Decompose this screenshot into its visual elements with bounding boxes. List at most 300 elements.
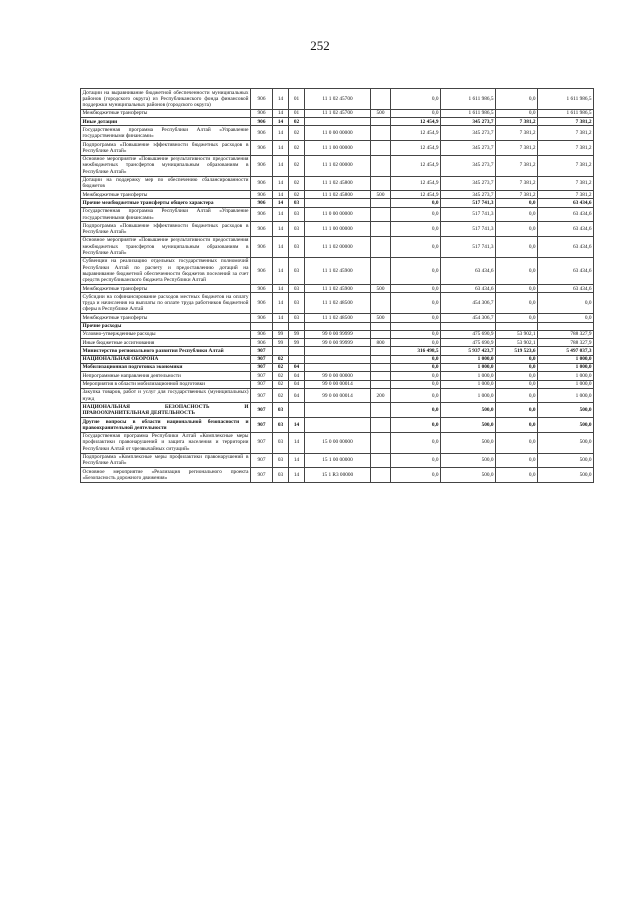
row-subsection: 99 <box>289 339 305 347</box>
table-row <box>81 339 594 347</box>
row-value-1: 0,0 <box>391 372 441 380</box>
row-value-3: 519 523,6 <box>496 347 538 355</box>
row-value-3: 0,0 <box>496 222 538 237</box>
row-section: 02 <box>273 380 289 388</box>
row-target-article: 99 0 00 99999 <box>305 330 371 338</box>
row-value-4: 7 381,2 <box>538 141 594 156</box>
row-value-1: 0,0 <box>391 89 441 110</box>
row-value-1: 0,0 <box>391 380 441 388</box>
row-value-1: 12 454,9 <box>391 176 441 191</box>
row-subsection: 02 <box>289 176 305 191</box>
row-name: НАЦИОНАЛЬНАЯ БЕЗОПАСНОСТЬ И ПРАВООХРАНИТЕЛЬНАЯ ДЕЯТЕЛЬНОСТЬ <box>82 403 249 417</box>
row-value-3: 0,0 <box>496 199 538 207</box>
row-subsection: 04 <box>289 363 305 371</box>
row-grbs: 907 <box>251 363 273 371</box>
row-section: 14 <box>273 126 289 141</box>
row-value-1: 0,0 <box>391 468 441 483</box>
row-name: Прочие расходы <box>81 322 251 330</box>
row-value-2: 500,0 <box>441 453 496 468</box>
row-name: Прочие межбюджетные трансферты общего характера <box>81 199 251 207</box>
row-value-4 <box>538 322 594 330</box>
row-expense-type <box>371 89 391 110</box>
row-section: 02 <box>273 355 289 363</box>
row-subsection: 02 <box>289 155 305 176</box>
row-name: Государственная программа Республики Алтай «Управление государственными финансами» <box>82 126 249 140</box>
row-value-2: 63 434,6 <box>441 285 496 293</box>
row-value-1: 12 454,9 <box>391 191 441 199</box>
row-name: Субвенции на реализацию отдельных государственных полномочий Республики Алтай по расчету и предоставлению дотаций на выравнивание бюджетной обеспеченности бюджетов поселений за счет средств республиканского бюджета Республики Алтай <box>82 258 249 284</box>
row-value-3: 0,0 <box>496 207 538 222</box>
row-subsection: 14 <box>289 432 305 453</box>
row-expense-type <box>371 330 391 338</box>
row-target-article: 11 0 00 00000 <box>305 207 371 222</box>
row-value-2: 1 000,0 <box>441 388 496 403</box>
row-value-2: 1 611 986,5 <box>441 89 496 110</box>
row-target-article: 99 0 00 00014 <box>305 388 371 403</box>
row-value-2: 475 690,9 <box>441 330 496 338</box>
row-value-2: 345 273,7 <box>441 155 496 176</box>
row-grbs: 907 <box>251 380 273 388</box>
row-value-3: 0,0 <box>496 363 538 371</box>
row-grbs: 907 <box>251 347 273 355</box>
row-value-1: 0,0 <box>391 330 441 338</box>
row-section: 14 <box>273 207 289 222</box>
row-subsection: 14 <box>289 418 305 433</box>
row-value-3: 0,0 <box>496 109 538 117</box>
row-name: Дотации на поддержку мер по обеспечению сбалансированности бюджетов <box>82 177 249 190</box>
row-target-article: 11 1 02 45800 <box>305 176 371 191</box>
row-subsection: 14 <box>289 453 305 468</box>
row-expense-type: 800 <box>371 339 391 347</box>
row-subsection: 02 <box>289 118 305 126</box>
budget-table-body <box>81 89 594 483</box>
row-expense-type <box>371 372 391 380</box>
row-subsection: 02 <box>289 191 305 199</box>
row-value-2: 345 273,7 <box>441 141 496 156</box>
row-value-4: 63 434,6 <box>538 257 594 284</box>
row-target-article: 11 1 00 00000 <box>305 141 371 156</box>
row-value-4: 0,0 <box>538 314 594 322</box>
row-value-3: 0,0 <box>496 236 538 257</box>
row-value-3: 53 902,1 <box>496 339 538 347</box>
row-value-2: 500,0 <box>441 432 496 453</box>
table-row <box>81 207 594 222</box>
row-expense-type <box>371 355 391 363</box>
row-subsection: 14 <box>289 468 305 483</box>
row-section <box>273 347 289 355</box>
table-row <box>81 363 594 371</box>
row-subsection: 02 <box>289 141 305 156</box>
row-subsection <box>289 403 305 418</box>
row-grbs: 906 <box>251 89 273 110</box>
row-value-1: 0,0 <box>391 432 441 453</box>
row-value-4: 500,0 <box>538 468 594 483</box>
row-value-4: 788 327,9 <box>538 330 594 338</box>
table-row <box>81 388 594 403</box>
row-grbs: 907 <box>251 372 273 380</box>
row-grbs: 906 <box>251 109 273 117</box>
row-name: Дотации на выравнивание бюджетной обеспеченности муниципальных районов (городского округа) из Республиканского фонда финансовой поддержки муниципальных районов (городского округа) <box>82 89 249 109</box>
row-value-1: 0,0 <box>391 363 441 371</box>
row-target-article: 99 0 00 99999 <box>305 339 371 347</box>
row-value-3: 0,0 <box>496 372 538 380</box>
table-row <box>81 118 594 126</box>
row-name: Мобилизационная подготовка экономики <box>81 363 251 371</box>
row-name: Подпрограмма «Повышение эффективности бюджетных расходов в Республике Алтай» <box>82 222 249 236</box>
row-value-2: 454 306,7 <box>441 293 496 314</box>
row-value-2: 345 273,7 <box>441 126 496 141</box>
row-subsection: 03 <box>289 257 305 284</box>
row-section: 14 <box>273 314 289 322</box>
row-target-article <box>305 347 371 355</box>
row-expense-type <box>371 199 391 207</box>
row-value-1: 0,0 <box>391 109 441 117</box>
row-section: 14 <box>273 293 289 314</box>
row-section: 03 <box>273 468 289 483</box>
row-section: 14 <box>273 285 289 293</box>
row-value-2 <box>441 322 496 330</box>
row-name: Основное мероприятие «Повышение результативности предоставления межбюджетных трансфертов муниципальным образованиям в Республике Алтай» <box>82 156 249 175</box>
table-row <box>81 347 594 355</box>
row-expense-type: 500 <box>371 285 391 293</box>
row-grbs: 907 <box>251 355 273 363</box>
row-target-article: 11 1 02 00000 <box>305 155 371 176</box>
row-section <box>273 322 289 330</box>
row-grbs: 906 <box>251 155 273 176</box>
table-row <box>81 236 594 257</box>
row-expense-type: 200 <box>371 388 391 403</box>
row-target-article: 99 0 00 00000 <box>305 372 371 380</box>
row-grbs: 907 <box>251 418 273 433</box>
row-target-article <box>305 418 371 433</box>
row-value-4: 7 381,2 <box>538 155 594 176</box>
table-row <box>81 468 594 483</box>
row-value-3: 0,0 <box>496 418 538 433</box>
table-row <box>81 109 594 117</box>
row-value-1: 0,0 <box>391 314 441 322</box>
row-subsection: 04 <box>289 380 305 388</box>
row-grbs: 906 <box>251 257 273 284</box>
table-row <box>81 372 594 380</box>
row-value-4: 788 327,9 <box>538 339 594 347</box>
row-grbs: 907 <box>251 388 273 403</box>
row-section: 14 <box>273 191 289 199</box>
row-value-4: 7 381,2 <box>538 176 594 191</box>
row-value-2: 5 937 423,7 <box>441 347 496 355</box>
table-row <box>81 380 594 388</box>
row-value-3: 0,0 <box>496 314 538 322</box>
row-expense-type <box>371 468 391 483</box>
row-grbs: 906 <box>251 222 273 237</box>
row-expense-type <box>371 222 391 237</box>
row-value-3: 0,0 <box>496 355 538 363</box>
row-value-3 <box>496 322 538 330</box>
row-subsection: 03 <box>289 199 305 207</box>
row-expense-type <box>371 207 391 222</box>
row-target-article: 15 1 R3 00000 <box>305 468 371 483</box>
row-value-2: 1 000,0 <box>441 363 496 371</box>
row-section: 14 <box>273 222 289 237</box>
row-value-1: 0,0 <box>391 257 441 284</box>
row-name: Основное мероприятие «Повышение результативности предоставления межбюджетных трансфертов муниципальным образованиям в Республике Алтай» <box>82 237 249 257</box>
row-subsection: 02 <box>289 126 305 141</box>
row-name: Подпрограмма «Комплексные меры профилактики правонарушений в Республике Алтай» <box>82 454 249 467</box>
table-row <box>81 126 594 141</box>
row-value-3: 0,0 <box>496 468 538 483</box>
row-section: 02 <box>273 363 289 371</box>
row-value-2: 517 741,3 <box>441 207 496 222</box>
table-row <box>81 418 594 433</box>
row-value-3: 0,0 <box>496 388 538 403</box>
row-value-1: 0,0 <box>391 403 441 418</box>
row-value-2: 475 690,9 <box>441 339 496 347</box>
row-value-3: 7 381,2 <box>496 191 538 199</box>
row-subsection: 04 <box>289 388 305 403</box>
row-value-1: 0,0 <box>391 236 441 257</box>
row-grbs: 906 <box>251 199 273 207</box>
row-target-article <box>305 118 371 126</box>
row-name: Межбюджетные трансферты <box>81 314 251 322</box>
row-section: 02 <box>273 388 289 403</box>
row-section: 03 <box>273 432 289 453</box>
row-target-article <box>305 322 371 330</box>
row-subsection: 03 <box>289 222 305 237</box>
row-value-2: 1 611 986,5 <box>441 109 496 117</box>
row-target-article: 11 1 00 00000 <box>305 222 371 237</box>
row-value-4: 7 381,2 <box>538 126 594 141</box>
row-section: 14 <box>273 257 289 284</box>
row-expense-type: 500 <box>371 109 391 117</box>
row-value-1 <box>391 322 441 330</box>
row-value-2: 500,0 <box>441 418 496 433</box>
row-section: 14 <box>273 199 289 207</box>
row-grbs: 906 <box>251 339 273 347</box>
row-grbs <box>251 322 273 330</box>
row-subsection <box>289 355 305 363</box>
row-value-3: 7 381,2 <box>496 118 538 126</box>
row-name: Основное мероприятие «Реализация регионального проекта «Безопасность дорожного движения» <box>82 468 249 481</box>
row-value-4: 0,0 <box>538 293 594 314</box>
table-row <box>81 89 594 110</box>
row-expense-type <box>371 347 391 355</box>
row-value-2: 345 273,7 <box>441 176 496 191</box>
row-value-3: 0,0 <box>496 89 538 110</box>
row-value-3: 7 381,2 <box>496 126 538 141</box>
row-value-4: 1 611 986,5 <box>538 109 594 117</box>
row-section: 03 <box>273 403 289 418</box>
table-row <box>81 285 594 293</box>
row-target-article <box>305 199 371 207</box>
table-row <box>81 330 594 338</box>
row-expense-type <box>371 432 391 453</box>
row-target-article: 15 1 00 00000 <box>305 453 371 468</box>
row-value-2: 454 306,7 <box>441 314 496 322</box>
row-value-4: 63 434,6 <box>538 199 594 207</box>
row-target-article: 11 1 02 45900 <box>305 285 371 293</box>
row-value-4: 63 434,6 <box>538 236 594 257</box>
row-value-4: 500,0 <box>538 432 594 453</box>
row-target-article <box>305 363 371 371</box>
row-name: Государственная программа Республики Алтай «Управление государственными финансами» <box>82 208 249 221</box>
row-value-2: 1 000,0 <box>441 372 496 380</box>
row-grbs: 906 <box>251 314 273 322</box>
row-value-4: 1 611 986,5 <box>538 89 594 110</box>
row-value-2: 63 434,6 <box>441 257 496 284</box>
row-name: Субсидии на софинансирование расходов местных бюджетов на оплату труда и начисления на выплаты по оплате труда работников бюджетной сферы в Республике Алтай <box>82 293 249 313</box>
row-value-3: 7 381,2 <box>496 141 538 156</box>
row-target-article <box>305 403 371 418</box>
row-name: Государственная программа Республики Алтай «Комплексные меры профилактики правонарушений и защита населения и территории Республики Алтай от чрезвычайных ситуаций» <box>82 433 249 452</box>
row-subsection: 01 <box>289 109 305 117</box>
row-value-2: 500,0 <box>441 403 496 418</box>
row-expense-type <box>371 236 391 257</box>
table-row <box>81 176 594 191</box>
row-value-4: 63 434,6 <box>538 222 594 237</box>
row-section: 14 <box>273 141 289 156</box>
row-value-3: 0,0 <box>496 285 538 293</box>
row-subsection: 03 <box>289 314 305 322</box>
row-value-4: 63 434,6 <box>538 285 594 293</box>
page-number: 252 <box>310 38 330 53</box>
table-row <box>81 322 594 330</box>
row-expense-type <box>371 293 391 314</box>
row-value-4: 500,0 <box>538 418 594 433</box>
row-section: 03 <box>273 453 289 468</box>
row-subsection: 03 <box>289 236 305 257</box>
row-subsection: 03 <box>289 293 305 314</box>
row-value-4: 5 497 037,3 <box>538 347 594 355</box>
row-value-1: 12 454,9 <box>391 141 441 156</box>
row-name: Министерство регионального развития Республики Алтай <box>81 347 251 355</box>
row-name: Подпрограмма «Повышение эффективности бюджетных расходов в Республике Алтай» <box>82 141 249 154</box>
row-value-4: 1 000,0 <box>538 355 594 363</box>
row-target-article: 11 1 02 48500 <box>305 314 371 322</box>
row-grbs: 906 <box>251 330 273 338</box>
row-target-article <box>305 355 371 363</box>
row-value-4: 500,0 <box>538 403 594 418</box>
row-expense-type <box>371 176 391 191</box>
row-value-1: 0,0 <box>391 199 441 207</box>
row-name: Мероприятия в области мобилизационной подготовки <box>81 380 251 388</box>
row-grbs: 907 <box>251 468 273 483</box>
table-row <box>81 293 594 314</box>
row-name: Другие вопросы в области национальной безопасности и правоохранительной деятельности <box>82 418 249 431</box>
row-grbs: 906 <box>251 293 273 314</box>
row-value-3: 0,0 <box>496 293 538 314</box>
row-subsection: 04 <box>289 372 305 380</box>
row-grbs: 906 <box>251 141 273 156</box>
row-expense-type <box>371 257 391 284</box>
row-section: 03 <box>273 418 289 433</box>
row-subsection <box>289 322 305 330</box>
row-expense-type <box>371 118 391 126</box>
row-expense-type <box>371 380 391 388</box>
row-value-3: 7 381,2 <box>496 155 538 176</box>
row-grbs: 907 <box>251 453 273 468</box>
row-value-2: 517 741,3 <box>441 199 496 207</box>
row-value-1: 0,0 <box>391 453 441 468</box>
row-target-article: 11 1 02 45700 <box>305 109 371 117</box>
row-expense-type: 500 <box>371 314 391 322</box>
row-target-article: 11 1 02 00000 <box>305 236 371 257</box>
row-section: 14 <box>273 89 289 110</box>
row-expense-type <box>371 403 391 418</box>
row-grbs: 906 <box>251 176 273 191</box>
row-name: Условно-утвержденные расходы <box>81 330 251 338</box>
row-value-4: 1 000,0 <box>538 372 594 380</box>
table-row <box>81 257 594 284</box>
row-grbs: 906 <box>251 207 273 222</box>
row-name: Непрограммные направления деятельности <box>81 372 251 380</box>
row-name: НАЦИОНАЛЬНАЯ ОБОРОНА <box>81 355 251 363</box>
row-target-article: 15 0 00 00000 <box>305 432 371 453</box>
row-value-1: 12 454,9 <box>391 126 441 141</box>
row-subsection: 99 <box>289 330 305 338</box>
row-value-2: 500,0 <box>441 468 496 483</box>
table-row <box>81 141 594 156</box>
row-name: Межбюджетные трансферты <box>81 285 251 293</box>
row-grbs: 906 <box>251 126 273 141</box>
row-value-4: 1 000,0 <box>538 388 594 403</box>
row-name: Иные дотации <box>81 118 251 126</box>
row-value-3: 0,0 <box>496 432 538 453</box>
row-value-2: 345 273,7 <box>441 191 496 199</box>
row-section: 14 <box>273 176 289 191</box>
row-name: Межбюджетные трансферты <box>81 109 251 117</box>
row-value-2: 517 741,3 <box>441 222 496 237</box>
table-row <box>81 403 594 418</box>
row-section: 14 <box>273 109 289 117</box>
row-value-4: 1 000,0 <box>538 380 594 388</box>
row-name: Закупка товаров, работ и услуг для государственных (муниципальных) нужд <box>82 389 249 402</box>
row-value-4: 63 434,6 <box>538 207 594 222</box>
row-expense-type <box>371 141 391 156</box>
row-value-1: 0,0 <box>391 355 441 363</box>
row-target-article: 11 0 00 00000 <box>305 126 371 141</box>
row-grbs: 906 <box>251 236 273 257</box>
row-value-1: 0,0 <box>391 207 441 222</box>
table-row <box>81 432 594 453</box>
row-name: Иные бюджетные ассигнования <box>81 339 251 347</box>
row-grbs: 906 <box>251 118 273 126</box>
row-value-1: 316 498,5 <box>391 347 441 355</box>
row-value-3: 0,0 <box>496 453 538 468</box>
row-value-1: 12 454,9 <box>391 118 441 126</box>
row-section: 14 <box>273 118 289 126</box>
row-section: 14 <box>273 155 289 176</box>
table-row <box>81 314 594 322</box>
row-target-article: 11 1 02 45700 <box>305 89 371 110</box>
row-grbs: 907 <box>251 432 273 453</box>
row-expense-type <box>371 363 391 371</box>
row-value-3: 0,0 <box>496 380 538 388</box>
row-expense-type <box>371 322 391 330</box>
row-expense-type <box>371 126 391 141</box>
row-value-2: 345 273,7 <box>441 118 496 126</box>
row-grbs: 907 <box>251 403 273 418</box>
table-row <box>81 199 594 207</box>
row-target-article: 11 1 02 45800 <box>305 191 371 199</box>
row-subsection <box>289 347 305 355</box>
row-subsection: 01 <box>289 89 305 110</box>
row-value-4: 7 381,2 <box>538 191 594 199</box>
row-value-4: 500,0 <box>538 453 594 468</box>
row-value-1: 12 454,9 <box>391 155 441 176</box>
row-value-3: 7 381,2 <box>496 176 538 191</box>
row-target-article: 11 1 02 45900 <box>305 257 371 284</box>
table-row <box>81 155 594 176</box>
row-value-1: 0,0 <box>391 339 441 347</box>
